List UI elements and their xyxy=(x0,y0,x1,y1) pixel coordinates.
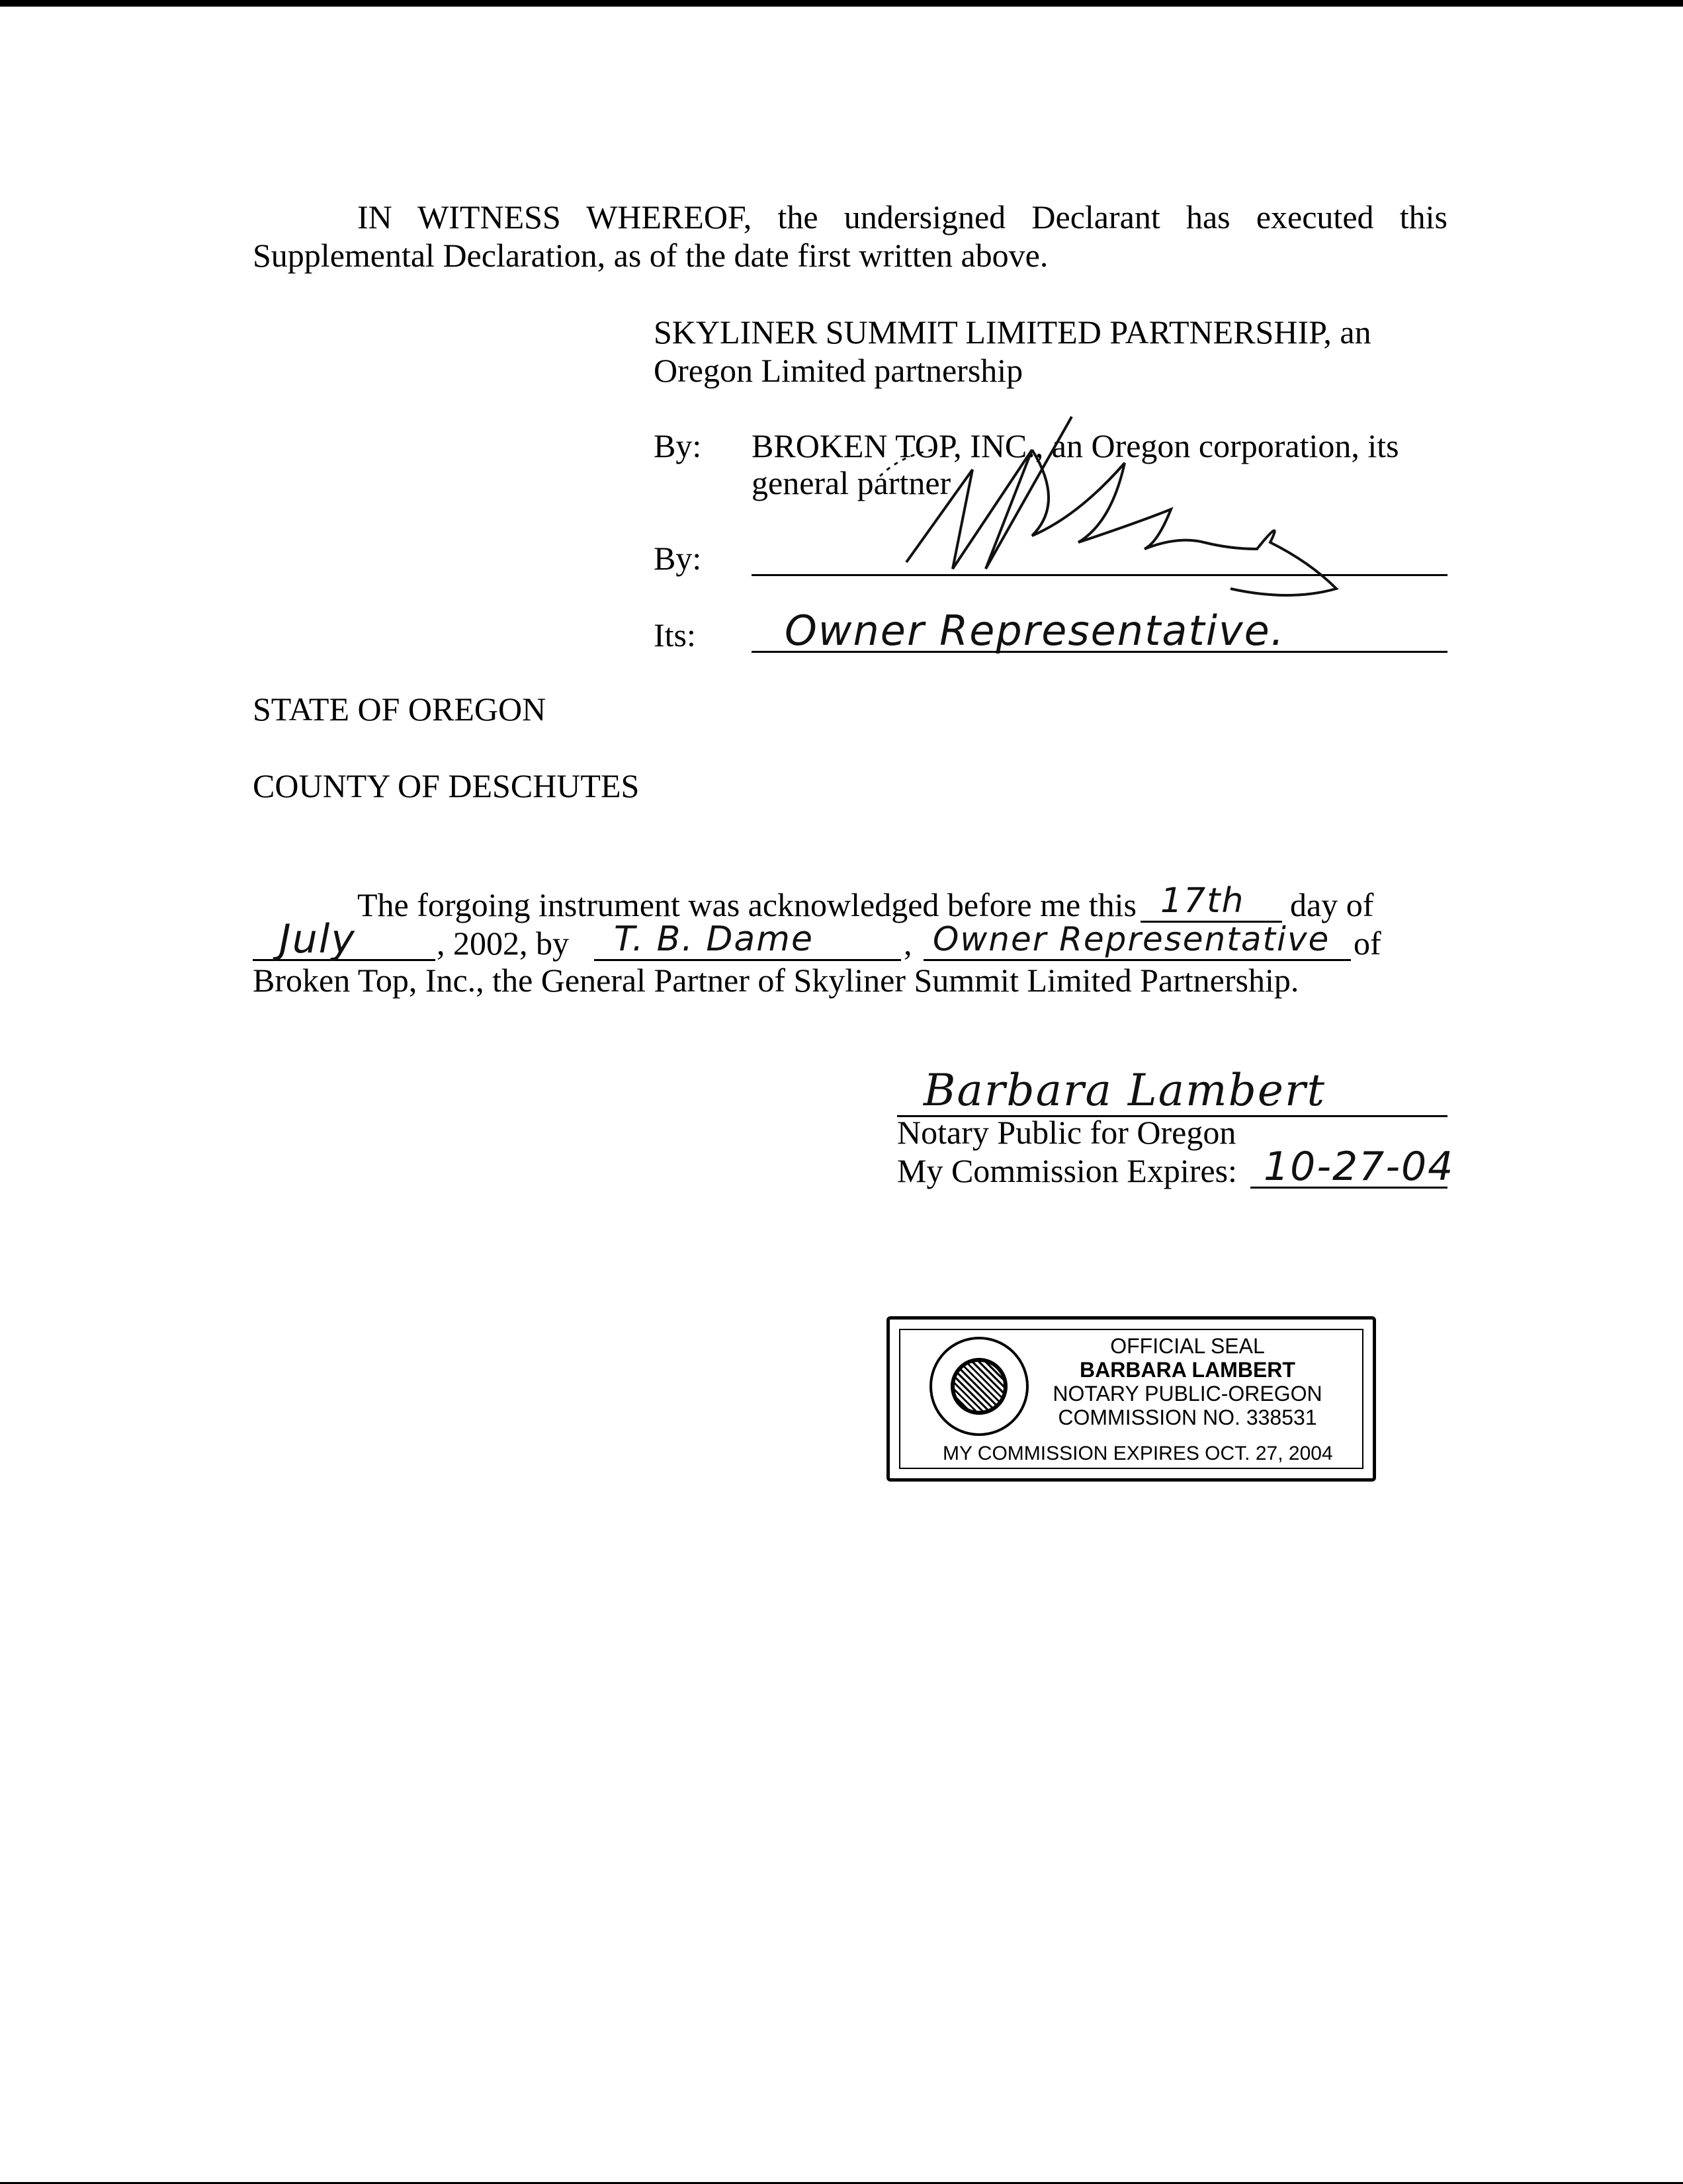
state-heading: STATE OF OREGON xyxy=(253,691,546,728)
notary-title: Notary Public for Oregon xyxy=(897,1114,1236,1151)
month-value: July xyxy=(279,916,356,962)
commission-expires-field xyxy=(1250,1144,1455,1190)
general-partner-line-1: BROKEN TOP, INC., an Oregon corporation, its xyxy=(752,427,1399,464)
month-field xyxy=(253,916,435,962)
by-label-2: By: xyxy=(654,540,702,577)
by-label-1: By: xyxy=(654,427,702,464)
day-of-text: day of xyxy=(1290,886,1374,923)
of-text: of xyxy=(1354,925,1381,962)
seal-line-4: COMMISSION NO. 338531 xyxy=(1058,1406,1317,1429)
state-seal-emblem-icon xyxy=(929,1337,1029,1436)
notary-signature-line xyxy=(897,1065,1447,1117)
scan-edge-top xyxy=(0,0,1683,7)
witness-line-1: IN WITNESS WHEREOF, the undersigned Declarant has executed this xyxy=(357,198,1447,235)
year-text: , 2002, by xyxy=(437,925,569,962)
seal-emblem-center xyxy=(951,1358,1008,1415)
signer-name-value: T. B. Dame xyxy=(614,919,814,959)
entity-name-line-1: SKYLINER SUMMIT LIMITED PARTNERSHIP, an xyxy=(654,314,1371,351)
declarant-signature xyxy=(860,410,1363,609)
acknowledgment-line-3: Broken Top, Inc., the General Partner of Skyliner Summit Limited Partnership. xyxy=(253,962,1299,999)
official-seal-stamp xyxy=(886,1316,1376,1482)
commission-expires-label: My Commission Expires: xyxy=(897,1152,1237,1189)
name-comma: , xyxy=(904,925,912,962)
signer-title-value: Owner Representative xyxy=(933,920,1330,958)
notary-signature: Barbara Lambert xyxy=(924,1065,1326,1116)
seal-text-block xyxy=(1042,1334,1333,1429)
its-label: Its: xyxy=(654,616,696,653)
day-value: 17th xyxy=(1160,881,1245,921)
county-heading: COUNTY OF DESCHUTES xyxy=(253,767,640,804)
its-value: Owner Representative. xyxy=(785,607,1285,655)
entity-name-line-2: Oregon Limited partnership xyxy=(654,352,1023,389)
seal-line-2: BARBARA LAMBERT xyxy=(1080,1358,1295,1382)
seal-line-3: NOTARY PUBLIC-OREGON xyxy=(1053,1382,1322,1406)
day-field xyxy=(1141,881,1282,923)
seal-line-5: MY COMMISSION EXPIRES OCT. 27, 2004 xyxy=(943,1443,1333,1464)
acknowledgment-line-1-text: The forgoing instrument was acknowledged before me this xyxy=(357,886,1137,923)
signer-title-field xyxy=(924,920,1351,961)
commission-expires-value: 10-27-04 xyxy=(1264,1144,1455,1190)
witness-line-2: Supplemental Declaration, as of the date first written above. xyxy=(253,237,1049,274)
general-partner-line-2: general partner xyxy=(752,464,951,501)
signer-name-field xyxy=(594,919,901,961)
its-field xyxy=(752,607,1447,655)
seal-line-1: OFFICIAL SEAL xyxy=(1110,1334,1265,1358)
